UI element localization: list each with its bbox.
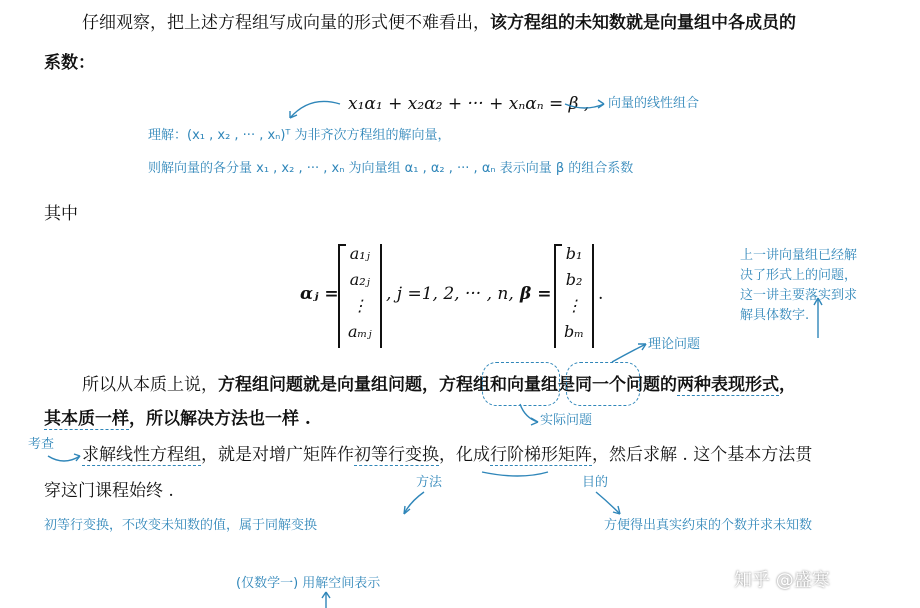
note-theory: 理论问题 — [648, 337, 701, 352]
j-range: , j =1, 2, ··· , n, — [386, 284, 514, 304]
note-understand-1: 理解：(x₁ , x₂ , ··· , xₙ)ᵀ 为非齐次方程组的解向量， — [148, 128, 451, 143]
beta-entry: b₁ — [565, 244, 583, 263]
alpha-entry: aₘⱼ — [348, 322, 372, 341]
arrow-to-understand — [290, 101, 340, 118]
para2-bold: 是同一个问题的 — [558, 375, 677, 395]
note-line: 决了形式上的问题， — [740, 268, 858, 283]
arrow-to-practical — [520, 404, 538, 422]
para3-text: ，然后求解 . 这个基本方法贯 — [592, 445, 813, 465]
alpha-entry: a₁ⱼ — [349, 244, 370, 263]
note-math-one: (仅数学一) 用解空间表示 — [236, 576, 381, 591]
note-line: 这一讲主要落实到求 — [740, 288, 858, 303]
alpha-entry: a₂ⱼ — [349, 270, 370, 289]
highlight-xiangliangzu: 向量组 — [507, 375, 558, 395]
para2-bold: 方程组问题就是向量组问题， — [218, 375, 439, 395]
highlight-fangchengzu: 方程组 — [439, 375, 490, 395]
alpha-lhs: αⱼ = — [300, 284, 339, 304]
note-kaocha: 考查 — [28, 437, 55, 452]
note-convenient: 方便得出真实约束的个数并求未知数 — [604, 518, 813, 533]
beta-entry: b₂ — [565, 270, 583, 289]
alpha-entry: ⋮ — [351, 296, 368, 315]
arrow-purpose — [596, 492, 620, 514]
beta-entry: ⋮ — [566, 296, 583, 315]
para2-text: 所以从本质上说， — [82, 375, 218, 395]
intro-bold-text: 该方程组的未知数就是向量组中各成员的 — [490, 13, 796, 33]
highlight-solve-system: 求解线性方程组 — [82, 445, 201, 465]
arrow-to-theory — [612, 344, 646, 362]
note-method: 方法 — [416, 475, 443, 490]
note-practical: 实际问题 — [540, 413, 593, 428]
para2-bold: ，所以解决方法也一样 . — [129, 409, 311, 429]
highlight-same-essence: 其本质一样 — [44, 409, 129, 429]
para3-text: ，化成 — [439, 445, 490, 465]
beta-lhs: β = — [520, 284, 552, 304]
note-linear-combination: 向量的线性组合 — [608, 96, 700, 111]
note-line: 上一讲向量组已经解 — [740, 248, 858, 263]
matrix-end-period: . — [598, 284, 604, 304]
highlight-row-ops: 初等行变换 — [354, 445, 439, 465]
connector — [482, 472, 548, 476]
para3-text: ，就是对增广矩阵作 — [201, 445, 354, 465]
main-equation: x₁α₁ + x₂α₂ + ··· + xₙαₙ = β , — [348, 94, 590, 114]
note-line: 解具体数字. — [740, 308, 810, 323]
highlight-two-forms: 两种表现形式 — [677, 375, 779, 395]
para2-bold: ， — [779, 375, 796, 395]
watermark: 知乎 @盛寒 — [734, 570, 830, 591]
arrow-kaocha — [48, 456, 80, 461]
para3-line-2: 穿这门课程始终 . — [44, 481, 174, 501]
highlight-echelon: 行阶梯形矩阵 — [490, 445, 592, 465]
qizhong-label: 其中 — [44, 204, 78, 224]
note-elementary: 初等行变换，不改变未知数的值，属于同解变换 — [44, 518, 318, 533]
beta-entry: bₘ — [564, 322, 585, 341]
intro-line-2: 系数： — [44, 53, 95, 73]
intro-text: 仔细观察，把上述方程组写成向量的形式便不难看出， — [82, 13, 490, 33]
note-purpose: 目的 — [582, 475, 609, 490]
note-understand-2: 则解向量的各分量 x₁ , x₂ , ··· , xₙ 为向量组 α₁ , α₂ , ··· , αₙ 表示向量 β 的组合系数 — [148, 161, 634, 176]
para2-bold: 和 — [490, 375, 507, 395]
